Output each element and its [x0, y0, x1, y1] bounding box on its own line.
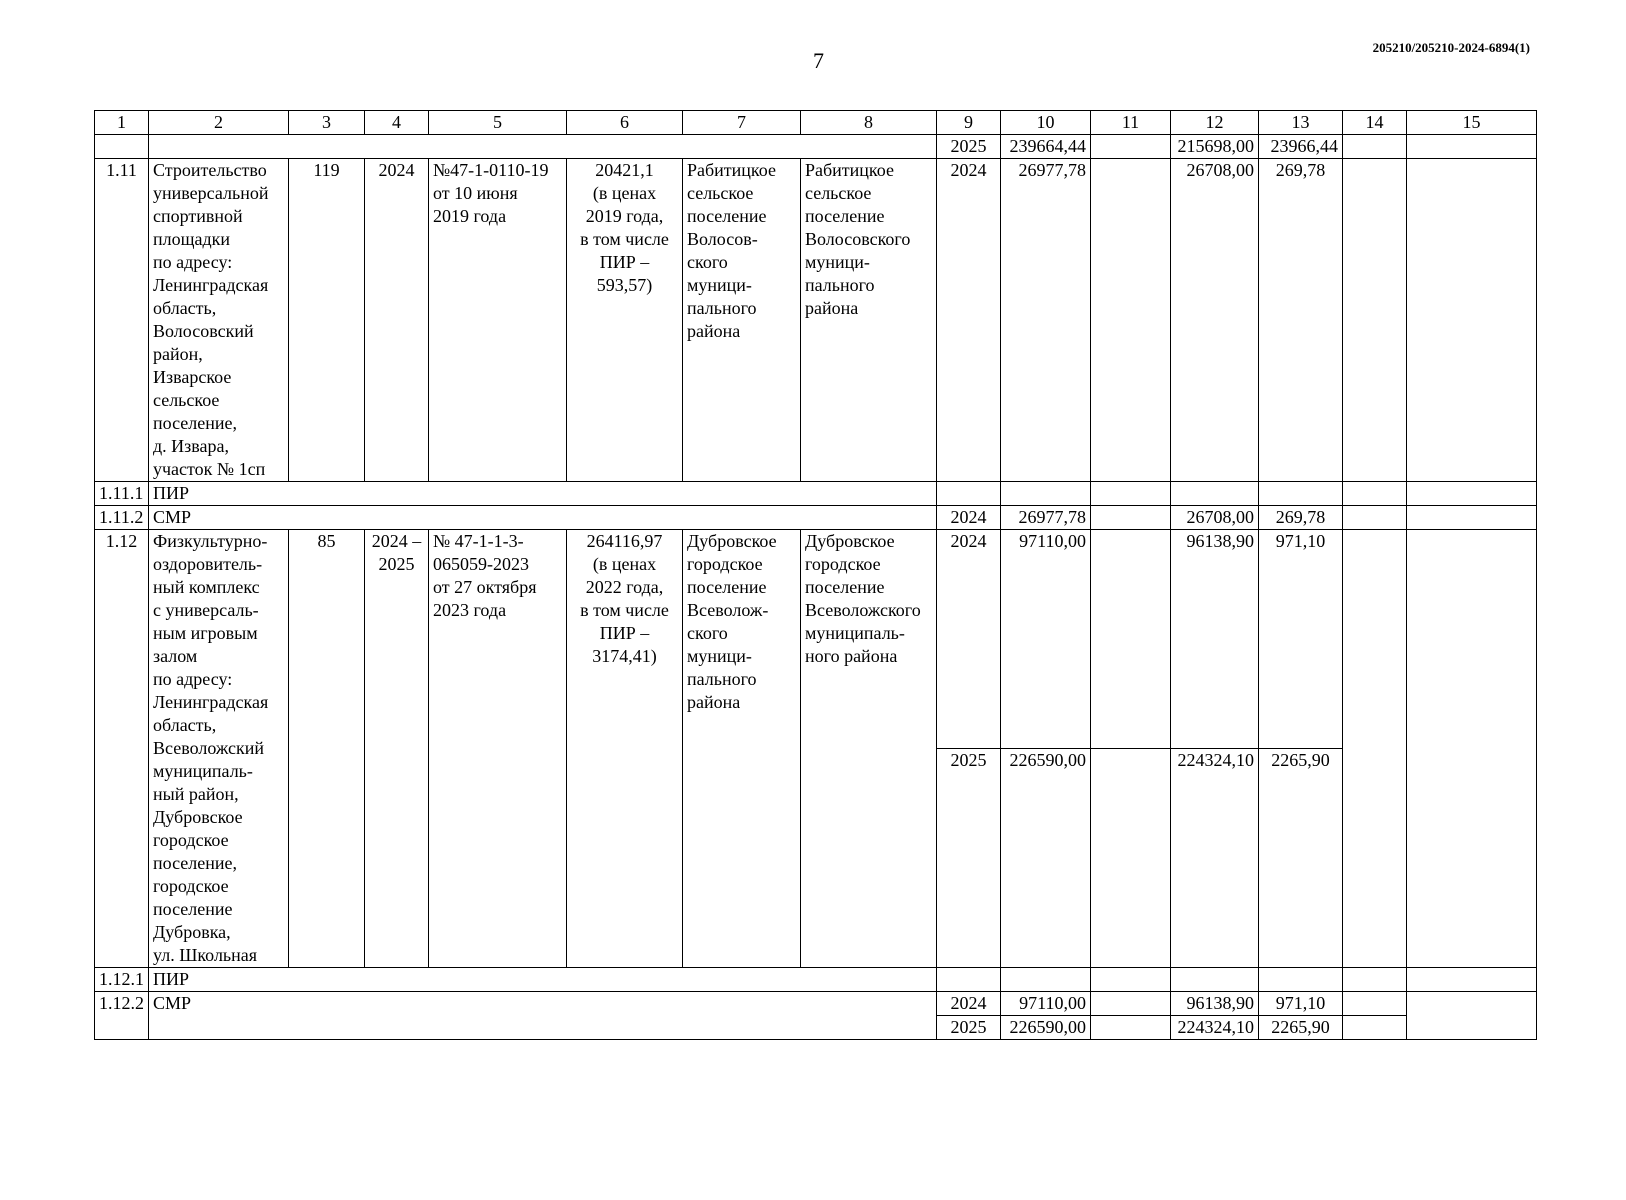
cell-col3: 119 [289, 159, 365, 482]
page-number: 7 [813, 48, 824, 73]
table-row [95, 482, 1537, 506]
item-number: 1.11.2 [95, 506, 149, 530]
amount-cell: 226590,00 [1001, 749, 1091, 968]
cell-col5: № 47-1-1-3- 065059-2023 от 27 октября 2023 года [429, 530, 567, 968]
cell-col4: 2024 – 2025 [365, 530, 429, 968]
cell-col6: 20421,1 (в ценах 2019 года, в том числе ПИР – 593,57) [567, 159, 683, 482]
item-number: 1.12.2 [95, 992, 149, 1040]
header-cell: 13 [1259, 111, 1343, 135]
amount-cell: 23966,44 [1259, 135, 1343, 159]
amount-cell: 971,10 [1259, 530, 1343, 749]
amount-cell: 97110,00 [1001, 530, 1091, 749]
header-cell: 1 [95, 111, 149, 135]
amount-cell: 26708,00 [1171, 506, 1259, 530]
amount-cell: 239664,44 [1001, 135, 1091, 159]
year-cell: 2025 [937, 749, 1001, 968]
year-cell: 2024 [937, 530, 1001, 749]
object-name: ПИР [149, 968, 937, 992]
header-cell: 15 [1407, 111, 1537, 135]
table-row [95, 506, 1537, 530]
amount-cell: 2265,90 [1259, 1016, 1343, 1040]
table-row [95, 530, 1537, 749]
table-row [95, 135, 1537, 159]
cell-col3: 85 [289, 530, 365, 968]
header-cell: 7 [683, 111, 801, 135]
header-cell: 2 [149, 111, 289, 135]
header-cell: 11 [1091, 111, 1171, 135]
header-cell: 8 [801, 111, 937, 135]
year-cell: 2025 [937, 1016, 1001, 1040]
year-cell: 2025 [937, 135, 1001, 159]
year-cell: 2024 [937, 506, 1001, 530]
cell-col6: 264116,97 (в ценах 2022 года, в том числе ПИР – 3174,41) [567, 530, 683, 968]
amount-cell: 96138,90 [1171, 530, 1259, 749]
amount-cell: 96138,90 [1171, 992, 1259, 1016]
header-cell: 4 [365, 111, 429, 135]
document-reference: 205210/205210-2024-6894(1) [1372, 40, 1530, 55]
item-number: 1.11 [95, 159, 149, 482]
amount-cell: 26977,78 [1001, 506, 1091, 530]
data-table [94, 110, 1537, 1040]
item-number: 1.12 [95, 530, 149, 968]
amount-cell: 971,10 [1259, 992, 1343, 1016]
header-cell: 12 [1171, 111, 1259, 135]
amount-cell: 224324,10 [1171, 749, 1259, 968]
amount-cell: 26708,00 [1171, 159, 1259, 482]
object-name: СМР [149, 506, 937, 530]
header-cell: 6 [567, 111, 683, 135]
amount-cell: 26977,78 [1001, 159, 1091, 482]
object-name: СМР [149, 992, 937, 1040]
header-cell: 5 [429, 111, 567, 135]
header-cell: 10 [1001, 111, 1091, 135]
header-cell: 9 [937, 111, 1001, 135]
item-number: 1.11.1 [95, 482, 149, 506]
table-row [95, 968, 1537, 992]
table-row [95, 992, 1537, 1016]
object-name: Строительство универсальной спортивной площадки по адресу: Ленинградская область, Волосовский район, Изварское сельское поселение, д. Извара, участок № 1сп [149, 159, 289, 482]
item-number: 1.12.1 [95, 968, 149, 992]
amount-cell: 2265,90 [1259, 749, 1343, 968]
amount-cell: 269,78 [1259, 159, 1343, 482]
header-cell: 14 [1343, 111, 1407, 135]
amount-cell: 269,78 [1259, 506, 1343, 530]
amount-cell: 224324,10 [1171, 1016, 1259, 1040]
year-cell: 2024 [937, 992, 1001, 1016]
amount-cell: 215698,00 [1171, 135, 1259, 159]
cell-col8: Дубровское городское поселение Всеволожского муниципаль- ного района [801, 530, 937, 968]
header-cell: 3 [289, 111, 365, 135]
cell-col8: Рабитицкое сельское поселение Волосовского муници- пального района [801, 159, 937, 482]
amount-cell: 226590,00 [1001, 1016, 1091, 1040]
year-cell: 2024 [937, 159, 1001, 482]
table-row [95, 159, 1537, 482]
header-row [95, 111, 1537, 135]
amount-cell: 97110,00 [1001, 992, 1091, 1016]
cell-col7: Рабитицкое сельское поселение Волосов- ского муници- пального района [683, 159, 801, 482]
cell-col7: Дубровское городское поселение Всеволож- ского муници- пального района [683, 530, 801, 968]
object-name: ПИР [149, 482, 937, 506]
object-name: Физкультурно- оздоровитель- ный комплекс с универсаль- ным игровым залом по адресу: Ленинградская область, Всеволожский муниципаль- ный район, Дубровское городское поселение, городское поселение Дубровка, ул. Школьная [149, 530, 289, 968]
cell-col5: №47-1-0110-19 от 10 июня 2019 года [429, 159, 567, 482]
cell-col4: 2024 [365, 159, 429, 482]
